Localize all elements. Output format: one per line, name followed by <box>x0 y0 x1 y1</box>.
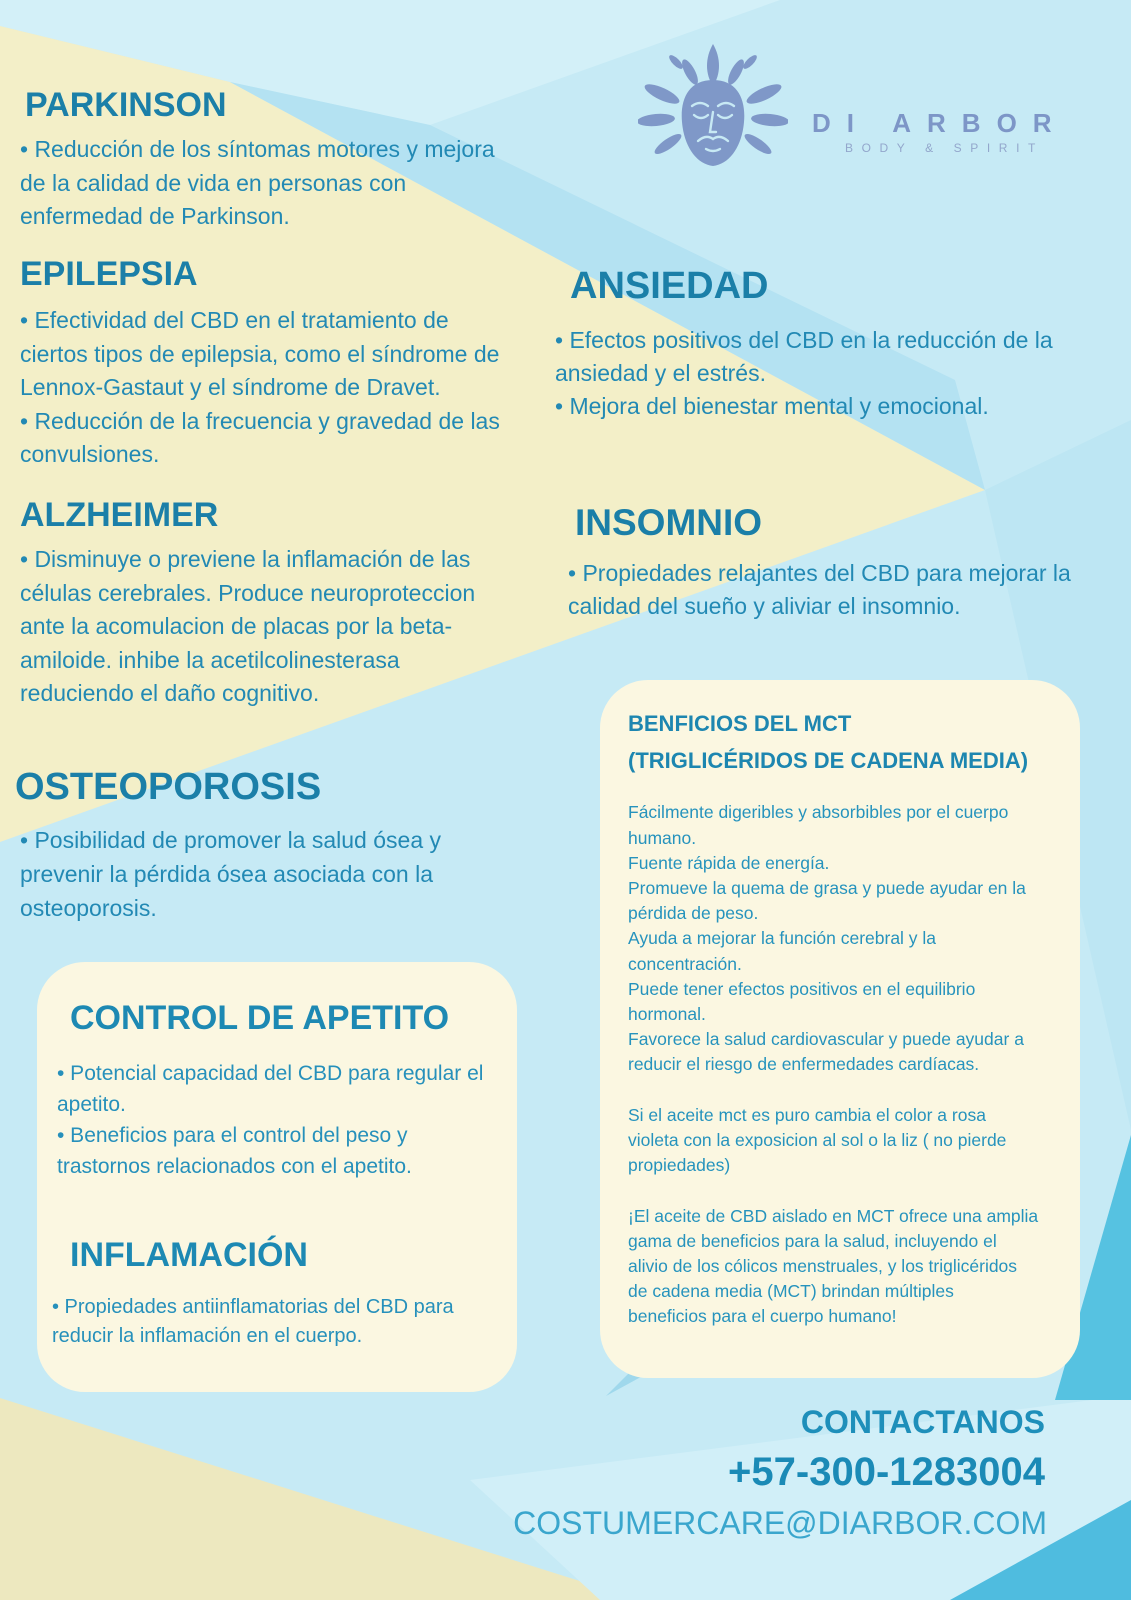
ansiedad-heading: ANSIEDAD <box>570 265 769 307</box>
bullet-item: • Efectos positivos del CBD en la reducción de la ansiedad y el estrés. <box>555 326 1053 386</box>
face-with-leaves-icon <box>638 42 788 172</box>
contact-email: COSTUMERCARE@DIARBOR.COM <box>513 1505 1047 1541</box>
bullet-item: • Reducción de la frecuencia y gravedad de las convulsiones. <box>20 407 500 467</box>
mct-benefit-item: Favorece la salud cardiovascular y puede ayudar a reducir el riesgo de enfermedades cardíacas. <box>628 1029 1024 1075</box>
mct-subtitle: (TRIGLICÉRIDOS DE CADENA MEDIA) <box>628 747 1029 773</box>
epilepsia-heading: EPILEPSIA <box>20 255 198 293</box>
mct-closing: ¡El aceite de CBD aislado en MCT ofrece una amplia gama de beneficios para la salud, incluyendo el alivio de los cólicos menstruales, y los triglicéridos de cadena media (MCT) brindan múltiples beneficios para el cuerpo humano! <box>628 1205 1039 1327</box>
bullet-item: • Efectividad del CBD en el tratamiento de ciertos tipos de epilepsia, como el síndrome de Lennox-Gastaut y el síndrome de Dravet. <box>20 307 500 400</box>
bullet-item: • Potencial capacidad del CBD para regular el apetito. <box>57 1061 484 1116</box>
osteoporosis-text <box>20 823 441 925</box>
mct-benefit-item: Ayuda a mejorar la función cerebral y la concentración. <box>628 928 937 974</box>
insomnio-text <box>568 557 1071 623</box>
inflamacion-text <box>52 1293 454 1351</box>
brand-tagline: BODY & SPIRIT <box>845 141 1044 155</box>
mct-benefits-panel <box>600 680 1080 1378</box>
control-apetito-heading: CONTROL DE APETITO <box>70 999 450 1038</box>
control-apetito-text <box>57 1058 483 1182</box>
insomnio-heading: INSOMNIO <box>575 502 763 543</box>
osteoporosis-heading: OSTEOPOROSIS <box>15 766 322 808</box>
mct-benefit-item: Fácilmente digeribles y absorbibles por el cuerpo humano. <box>628 802 1009 848</box>
contact-heading: CONTACTANOS <box>800 1404 1045 1440</box>
appetite-inflammation-panel <box>37 962 517 1392</box>
ansiedad-text <box>555 324 1053 423</box>
bullet-item: • Mejora del bienestar mental y emocional. <box>555 392 989 419</box>
mct-title: BENFICIOS DEL MCT <box>628 710 852 736</box>
brand-name: DI ARBOR <box>812 108 1068 138</box>
mct-body <box>628 800 1038 1329</box>
bullet-item: • Reducción de los síntomas motores y mejora de la calidad de vida en personas con enfermedad de Parkinson. <box>20 136 495 229</box>
bullet-item: • Propiedades relajantes del CBD para mejorar la calidad del sueño y aliviar el insomnio. <box>568 559 1071 619</box>
bullet-item: • Disminuye o previene la inflamación de las células cerebrales. Produce neuroproteccion ante la acomulacion de placas por la beta- amiloide. inhibe la acetilcolinesterasa reduciendo el daño cognitivo. <box>20 546 476 706</box>
alzheimer-text <box>20 543 475 711</box>
mct-note: Si el aceite mct es puro cambia el color a rosa violeta con la exposicion al sol o la liz ( no pierde propiedades) <box>628 1104 1007 1176</box>
inflamacion-heading: INFLAMACIÓN <box>70 1236 308 1275</box>
mct-benefit-item: Fuente rápida de energía. <box>628 852 830 873</box>
mct-heading <box>628 705 1028 779</box>
parkinson-heading: PARKINSON <box>25 86 227 124</box>
alzheimer-heading: ALZHEIMER <box>20 496 219 534</box>
bullet-item: • Propiedades antiinflamatorias del CBD para reducir la inflamación en el cuerpo. <box>52 1295 454 1347</box>
contact-phone: +57-300-1283004 <box>728 1450 1045 1494</box>
bullet-item: • Posibilidad de promover la salud ósea y prevenir la pérdida ósea asociada con la osteoporosis. <box>20 827 442 921</box>
parkinson-text <box>20 133 495 234</box>
bullet-item: • Beneficios para el control del peso y trastornos relacionados con el apetito. <box>57 1123 412 1178</box>
epilepsia-text <box>20 304 500 472</box>
mct-benefit-item: Puede tener efectos positivos en el equilibrio hormonal. <box>628 978 976 1025</box>
mct-benefit-item: Promueve la quema de grasa y puede ayudar en la pérdida de peso. <box>628 878 1026 924</box>
